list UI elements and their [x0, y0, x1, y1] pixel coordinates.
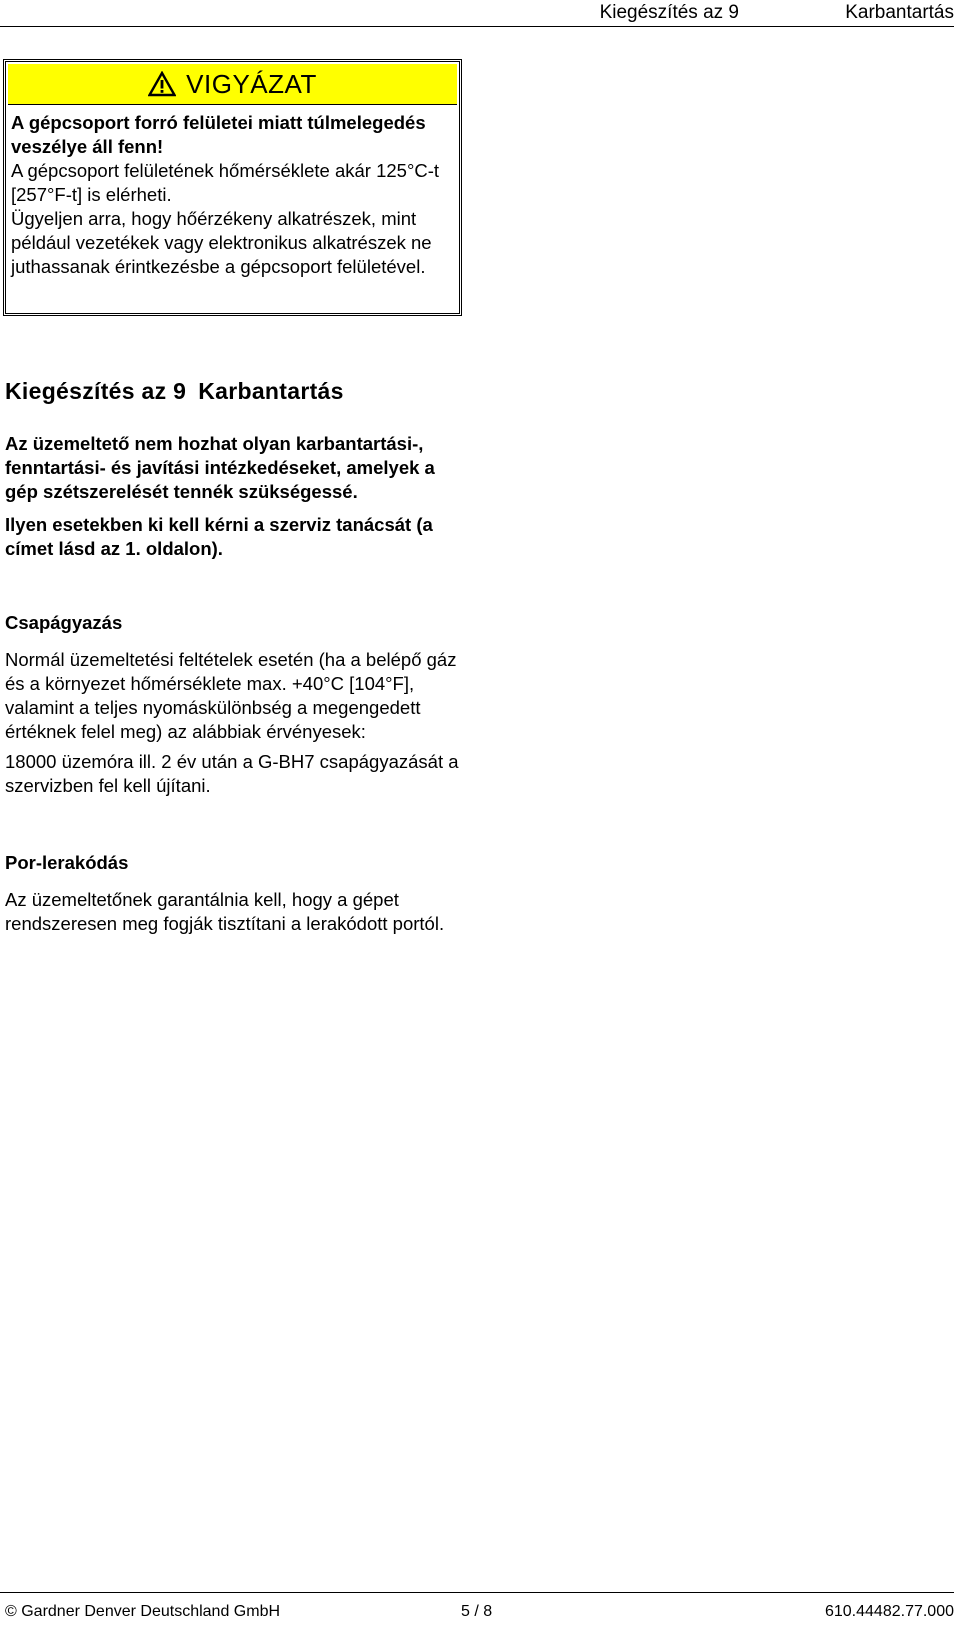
- header-chapter-title: Karbantartás: [845, 2, 954, 23]
- dust-body: [5, 888, 470, 942]
- section-number: Kiegészítés az 9: [5, 378, 187, 404]
- section-intro: [5, 432, 470, 570]
- warning-triangle-icon: [148, 71, 176, 97]
- section-chapter-title: Karbantartás: [198, 378, 344, 404]
- intro-paragraph: Az üzemeltető nem hozhat olyan karbantartási-, fenntartási- és javítási intézkedéseket, amelyek a gép szétszerelését tennék szükségessé.: [5, 433, 435, 502]
- page-header: [0, 0, 954, 27]
- warning-paragraph: Ügyeljen arra, hogy hőérzékeny alkatrészek, mint például vezetékek vagy elektronikus alkatrészek ne juthassanak érintkezésbe a gépcsoport felületével.: [11, 208, 432, 277]
- bearings-body: [5, 648, 470, 804]
- bearings-paragraph: Normál üzemeltetési feltételek esetén (ha a belépő gáz és a környezet hőmérséklete max. +40°C [104°F], valamint a teljes nyomáskülönbség a megengedett értéknek felel meg) az alábbiak érvényesek:: [5, 649, 457, 742]
- header-section-number: Kiegészítés az 9: [599, 2, 739, 23]
- dust-heading: Por-lerakódás: [5, 852, 129, 873]
- footer-page-number: 5 / 8: [461, 1603, 493, 1620]
- footer-company: © Gardner Denver Deutschland GmbH: [5, 1603, 281, 1620]
- dust-paragraph: Az üzemeltetőnek garantálnia kell, hogy a gépet rendszeresen meg fogják tisztítani a lerakódott portól.: [5, 889, 445, 934]
- section-title: [5, 378, 344, 405]
- warning-lead: A gépcsoport forró felületei miatt túlmelegedés veszélye áll fenn!: [11, 112, 426, 157]
- bearings-paragraph: 18000 üzemóra ill. 2 év után a G-BH7 csapágyazását a szervizben fel kell újítani.: [5, 751, 459, 796]
- intro-paragraph: Ilyen esetekben ki kell kérni a szerviz tanácsát (a címet lásd az 1. oldalon).: [5, 514, 433, 559]
- warning-paragraph: A gépcsoport felületének hőmérséklete akár 125°C-t [257°F-t] is elérheti.: [11, 160, 440, 205]
- footer-document-number: 610.44482.77.000: [824, 1603, 954, 1620]
- warning-title: VIGYÁZAT: [186, 68, 317, 99]
- warning-box: [3, 59, 462, 316]
- bearings-heading: Csapágyazás: [5, 612, 123, 633]
- warning-body: [11, 111, 451, 279]
- page-footer: [0, 1592, 954, 1626]
- warning-title-bar: [8, 64, 457, 105]
